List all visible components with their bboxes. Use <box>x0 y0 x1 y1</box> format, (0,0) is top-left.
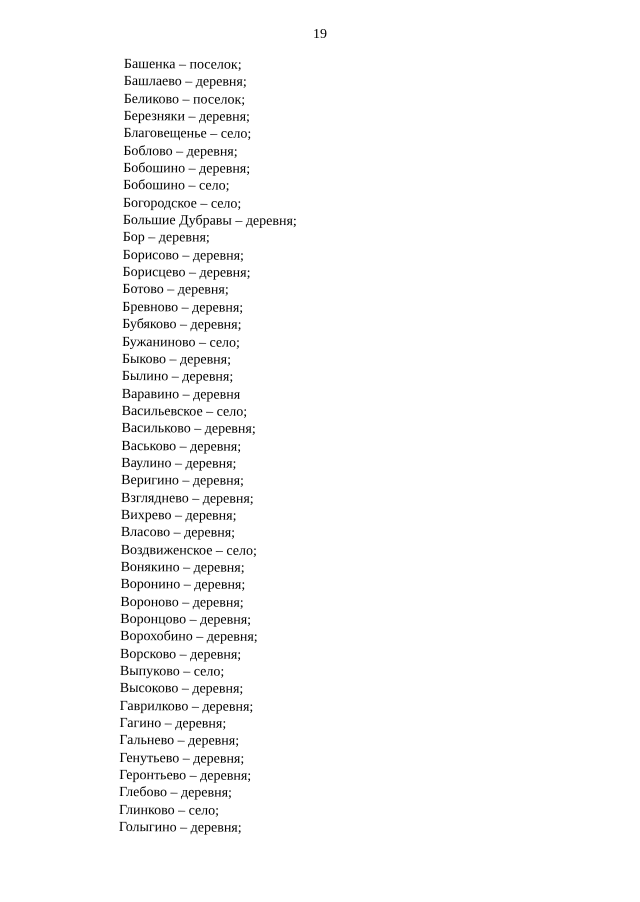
list-item: Выпуково – село; <box>119 664 225 680</box>
settlement-list <box>119 56 298 838</box>
list-item: Бревново – деревня; <box>122 299 244 316</box>
list-item: Васьково – деревня; <box>121 438 242 455</box>
list-item: Высоково – деревня; <box>119 681 244 698</box>
list-item: Богородское – село; <box>122 195 242 212</box>
list-item: Бобошино – деревня; <box>123 161 251 177</box>
list-item: Васильково – деревня; <box>121 421 256 438</box>
list-item: Воздвиженское – село; <box>120 542 257 559</box>
page-number: 19 <box>313 27 327 42</box>
list-item: Гальнево – деревня; <box>119 733 240 750</box>
list-item: Гагино – деревня; <box>119 716 227 732</box>
list-item: Вонякино – деревня; <box>120 559 245 576</box>
list-item: Быково – деревня; <box>121 351 232 368</box>
list-item: Глинково – село; <box>118 802 220 819</box>
list-item: Геронтьево – деревня; <box>119 768 252 784</box>
list-item: Бобошино – село; <box>123 178 230 195</box>
list-item: Варавино – деревня <box>121 386 241 403</box>
list-item: Ботово – деревня; <box>122 282 229 299</box>
list-item: Глебово – деревня; <box>119 785 233 802</box>
list-item: Березняки – деревня; <box>123 109 251 125</box>
list-item: Башенка – поселок; <box>123 56 242 73</box>
list-item: Веригино – деревня; <box>121 473 244 490</box>
list-item: Васильевское – село; <box>121 403 248 420</box>
list-item: Беликово – поселок; <box>123 91 246 108</box>
list-item: Голыгино – деревня; <box>118 820 242 836</box>
list-item: Большие Дубравы – деревня; <box>122 213 297 230</box>
list-item: Былино – деревня; <box>121 369 234 385</box>
list-item: Благовещенье – село; <box>123 126 252 143</box>
list-item: Ворсково – деревня; <box>119 646 242 663</box>
list-item: Бубяково – деревня; <box>122 317 242 333</box>
list-item: Воронино – деревня; <box>120 577 246 594</box>
list-item: Бор – деревня; <box>122 230 210 247</box>
list-item: Борисово – деревня; <box>122 247 244 264</box>
list-item: Гаврилково – деревня; <box>119 698 254 715</box>
list-item: Власово – деревня; <box>120 525 236 542</box>
list-item: Боблово – деревня; <box>123 143 238 160</box>
list-item: Вихрево – деревня; <box>120 507 237 524</box>
list-item: Башлаево – деревня; <box>123 74 247 91</box>
list-item: Вороново – деревня; <box>120 594 244 611</box>
list-item: Борисцево – деревня; <box>122 265 251 281</box>
list-item: Ваулино – деревня; <box>121 455 237 472</box>
list-item: Взгляднево – деревня; <box>121 490 254 507</box>
list-item: Бужаниново – село; <box>122 334 241 351</box>
list-item: Ворохобино – деревня; <box>120 629 258 646</box>
list-item: Генутьево – деревня; <box>119 750 245 767</box>
list-item: Воронцово – деревня; <box>120 611 252 628</box>
